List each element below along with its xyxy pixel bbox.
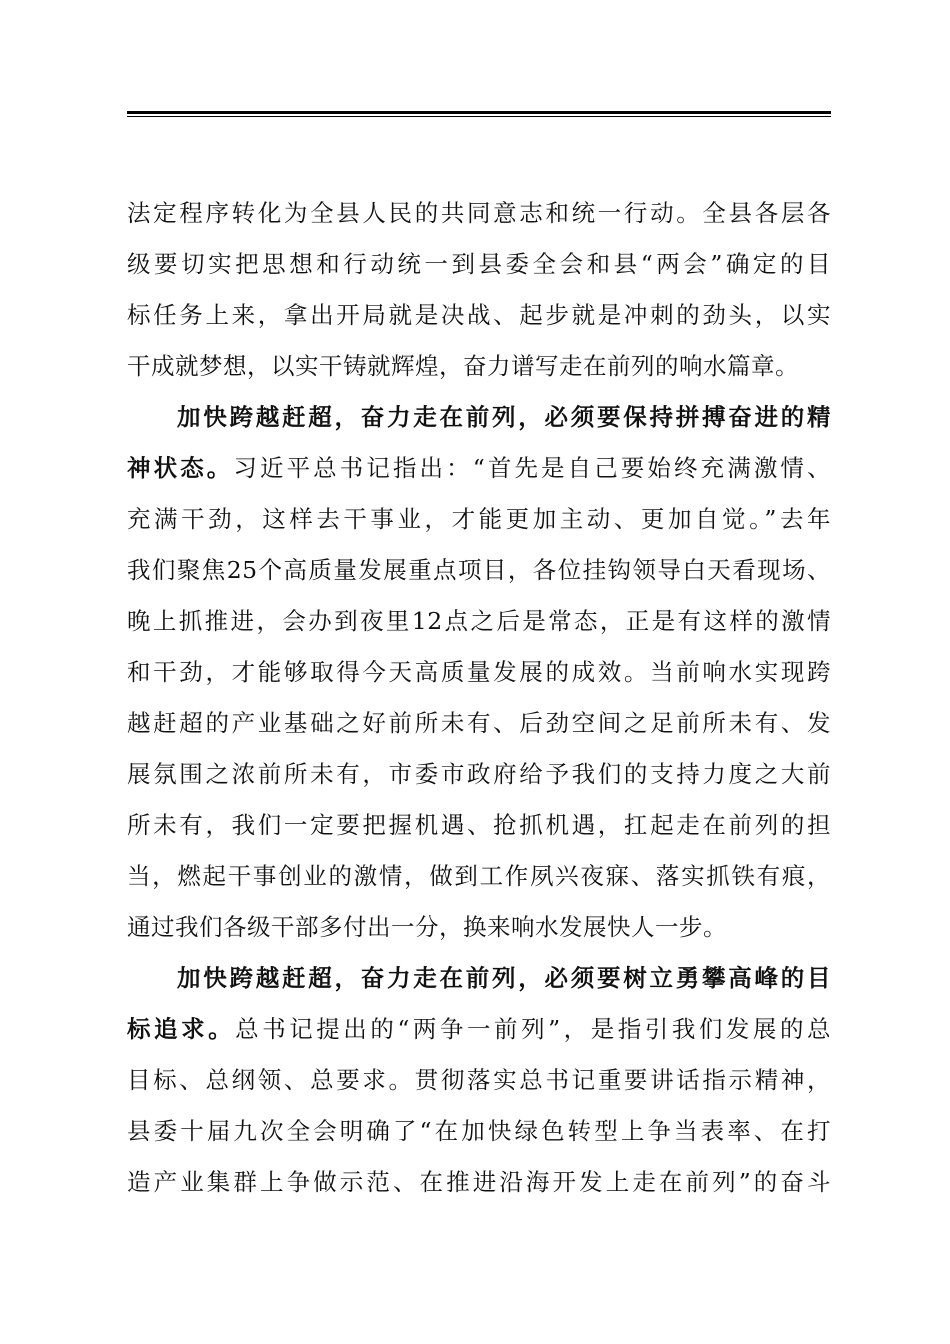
header-double-rule xyxy=(127,111,831,118)
paragraph-line: 神状态。习近平总书记指出：“首先是自己要始终充满激情、 xyxy=(127,454,832,482)
paragraph-line: 县委十届九次全会明确了“在加快绿色转型上争当表率、在打 xyxy=(127,1117,831,1145)
paragraph-lead-bold: 加快跨越赶超，奋力走在前列，必须要保持拼搏奋进的精 xyxy=(177,403,831,431)
paragraph-line: 晚上抓推进，会办到夜里12点之后是常态，正是有这样的激情 xyxy=(127,607,831,635)
paragraph-line: 标追求。总书记提出的“两争一前列”，是指引我们发展的总 xyxy=(127,1015,832,1043)
paragraph-line: 和干劲，才能够取得今天高质量发展的成效。当前响水实现跨 xyxy=(127,658,831,686)
paragraph-lead-bold: 加快跨越赶超，奋力走在前列，必须要树立勇攀高峰的目 xyxy=(177,964,831,992)
paragraph-line: 通过我们各级干部多付出一分，换来响水发展快人一步。 xyxy=(127,913,727,941)
paragraph-line: 展氛围之浓前所未有，市委市政府给予我们的支持力度之大前 xyxy=(127,760,831,788)
paragraph-line: 所未有，我们一定要把握机遇、抢抓机遇，扛起走在前列的担 xyxy=(127,811,831,839)
paragraph-line: 充满干劲，这样去干事业，才能更加主动、更加自觉。”去年 xyxy=(127,505,831,533)
paragraph-line: 越赶超的产业基础之好前所未有、后劲空间之足前所未有、发 xyxy=(127,709,831,737)
paragraph-line: 法定程序转化为全县人民的共同意志和统一行动。全县各层各 xyxy=(127,199,831,227)
header-rule-thin xyxy=(127,116,831,117)
paragraph-lead-bold: 神状态。 xyxy=(127,454,234,482)
paragraph-line: 级要切实把思想和行动统一到县委全会和县“两会”确定的目 xyxy=(127,250,831,278)
paragraph-line: 干成就梦想，以实干铸就辉煌，奋力谱写走在前列的响水篇章。 xyxy=(127,352,799,380)
paragraph-line: 我们聚焦25个高质量发展重点项目，各位挂钩领导白天看现场、 xyxy=(127,556,831,584)
paragraph-lead-bold: 标追求。 xyxy=(127,1015,236,1043)
document-body xyxy=(127,188,831,1208)
paragraph-line: 目标、总纲领、总要求。贯彻落实总书记重要讲话指示精神， xyxy=(127,1066,831,1094)
paragraph-line: 标任务上来，拿出开局就是决战、起步就是冲刺的劲头，以实 xyxy=(127,301,831,329)
paragraph-line: 当，燃起干事创业的激情，做到工作夙兴夜寐、落实抓铁有痕， xyxy=(127,862,831,890)
paragraph-heading-line xyxy=(127,953,831,1004)
paragraph-line: 造产业集群上争做示范、在推进沿海开发上走在前列”的奋斗 xyxy=(127,1168,831,1196)
paragraph-heading-line xyxy=(127,392,831,443)
